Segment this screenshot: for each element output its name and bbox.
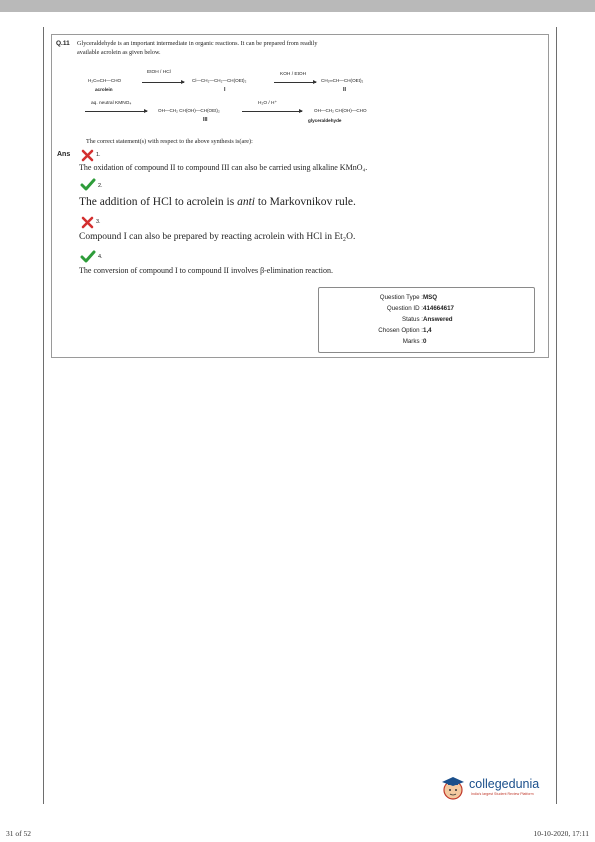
- option-2-text: The addition of HCl to acrolein is anti to Markovnikov rule.: [79, 196, 356, 208]
- graduate-mascot-icon: [439, 773, 467, 801]
- reaction-arrow-3: [85, 111, 147, 112]
- question-text-line2: available acrolein as given below.: [77, 49, 161, 56]
- product-name: glyceraldehyde: [308, 118, 342, 123]
- reagent-2: KOH / EtOH: [280, 72, 307, 77]
- question-number: Q.11: [56, 40, 70, 47]
- compound-I-formula: Cl—CH₂—CH₂—CH(OEt)₂: [192, 78, 247, 83]
- reagent-1: EtOH / HCl: [147, 70, 171, 75]
- compound-II-formula: CH₂═CH—CH(OEt)₂: [321, 78, 364, 83]
- question-text-line1: Glyceraldehyde is an important intermediate in organic reactions. It can be prepared from readily: [77, 40, 318, 47]
- option-2-number: 2.: [98, 183, 103, 189]
- correct-mark-icon: [80, 178, 96, 192]
- compound-III-formula: OH—CH₂ CH(OH)—CH(OEt)₂: [158, 108, 220, 113]
- question-type-label: Question Type :: [379, 294, 423, 301]
- reagent-4: H₂O / H⁺: [258, 101, 278, 106]
- page-number: 31 of 52: [6, 829, 31, 838]
- question-info-box: [318, 287, 535, 353]
- option-3-text: Compound I can also be prepared by reacting acrolein with HCl in Et₂O.: [79, 232, 356, 242]
- info-row-chosen-option: [319, 327, 534, 336]
- compound-III-label: III: [203, 117, 208, 123]
- question-type-value: MSQ: [423, 294, 438, 301]
- option-1-number: 1.: [96, 152, 101, 158]
- option-3-number: 3.: [96, 219, 101, 225]
- info-row-question-id: [319, 305, 534, 314]
- wrong-mark-icon: [81, 216, 94, 229]
- status-label: Status :: [402, 316, 423, 323]
- info-row-marks: [319, 338, 534, 347]
- reaction-arrow-4: [242, 111, 302, 112]
- product-formula: OH—CH₂ CH(OH)—CHO: [314, 108, 367, 113]
- acrolein-name: acrolein: [95, 87, 113, 92]
- acrolein-formula: H₂C═CH—CHO: [88, 78, 122, 83]
- info-row-status: [319, 316, 534, 325]
- reagent-3: aq. neutral KMNO₄: [91, 101, 132, 106]
- marks-label: Marks :: [402, 338, 423, 345]
- option-4-text: The conversion of compound I to compound II involves β-elimination reaction.: [79, 266, 334, 275]
- brand-name: collegedunia: [469, 777, 540, 791]
- info-row-question-type: [319, 294, 534, 303]
- option-4-number: 4.: [98, 254, 103, 260]
- brand-tagline: India's largest Student Review Platform: [471, 792, 534, 796]
- correct-mark-icon: [80, 250, 96, 264]
- compound-II-label: II: [343, 87, 346, 93]
- answer-label: Ans: [57, 151, 71, 158]
- compound-I-label: I: [224, 87, 226, 93]
- status-value: Answered: [423, 316, 453, 323]
- reaction-arrow-2: [274, 82, 316, 83]
- option-1-text: The oxidation of compound II to compound III can also be carried using alkaline KMnO₄.: [79, 163, 368, 172]
- wrong-mark-icon: [81, 149, 94, 162]
- chosen-option-value: 1,4: [423, 327, 432, 334]
- print-datetime: 10-10-2020, 17:11: [533, 829, 589, 838]
- marks-value: 0: [423, 338, 427, 345]
- question-prompt: The correct statement(s) with respect to the above synthesis is(are):: [86, 138, 253, 145]
- reaction-arrow-1: [142, 82, 184, 83]
- chosen-option-label: Chosen Option :: [378, 327, 423, 334]
- question-id-value: 414664617: [423, 305, 454, 312]
- question-id-label: Question ID :: [386, 305, 423, 312]
- top-bar: [0, 0, 595, 12]
